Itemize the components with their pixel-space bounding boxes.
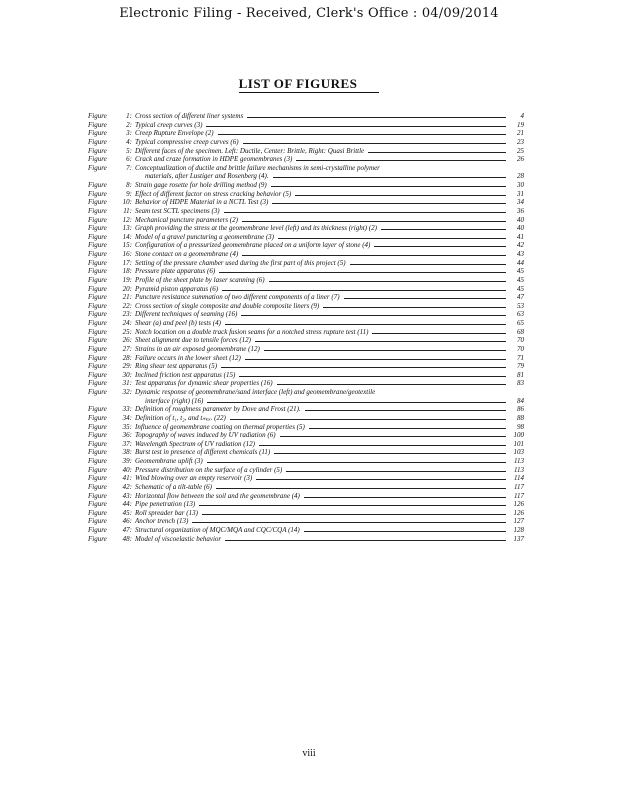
leader-line: [264, 345, 506, 351]
figure-number: 44:: [122, 500, 132, 509]
figure-caption: Shear (a) and peel (b) tests (4): [135, 319, 221, 327]
figure-page: 113: [514, 465, 524, 474]
figure-entry: [88, 216, 524, 225]
leader-line: [280, 431, 506, 437]
figure-page: 68: [517, 327, 524, 336]
leader-line: [304, 526, 506, 532]
figure-caption: Puncture resistance summation of two different components of a liner (7): [135, 293, 340, 302]
figure-entry: [88, 448, 524, 457]
leader-line: [296, 155, 506, 161]
figure-page: 36: [517, 206, 524, 215]
leader-line: [277, 379, 506, 385]
figure-number: 40:: [122, 465, 132, 474]
figure-number: 9:: [126, 189, 132, 198]
figure-number: 24:: [122, 319, 132, 327]
filing-header: Electronic Filing - Received, Clerk's Office : 04/09/2014: [119, 6, 499, 21]
figure-entry: [88, 138, 524, 147]
leader-line: [247, 112, 506, 118]
figure-page: 113: [514, 457, 524, 465]
figure-page: 44: [517, 258, 524, 267]
figure-page: 83: [517, 379, 524, 388]
figure-caption: Setting of the pressure chamber used during the first part of this project (5): [135, 258, 346, 267]
leader-line: [219, 267, 506, 273]
figure-entry: [88, 345, 524, 354]
figure-entry: [88, 285, 524, 294]
figure-caption: Graph providing the stress at the geomembrane level (left) and its thickness (right) (2): [135, 224, 377, 233]
figure-label: Figure: [88, 137, 107, 146]
figure-caption: Cross section of single composite and double composite liners (9): [135, 301, 320, 310]
leader-line: [305, 405, 506, 411]
figure-page: 30: [517, 181, 524, 189]
figure-label: Figure: [88, 241, 107, 250]
figure-entry: [88, 129, 524, 138]
leader-line: [295, 190, 506, 196]
figure-caption: Horizontal flow between the soil and the geomembrane (4): [135, 491, 300, 500]
page-title: [0, 76, 618, 92]
figure-page: 63: [517, 310, 524, 319]
figure-number: 37:: [122, 439, 132, 448]
leader-line: [274, 448, 506, 454]
leader-line: [199, 500, 506, 506]
figure-entry: [88, 483, 524, 492]
leader-line: [323, 302, 506, 308]
figure-page: 70: [517, 336, 524, 345]
figure-entry: [88, 181, 524, 190]
figure-page: 137: [513, 534, 524, 543]
figure-label: Figure: [88, 215, 107, 224]
figure-caption: Profile of the sheet plate by laser scanning (6): [135, 275, 265, 284]
figure-entry: [88, 259, 524, 268]
figure-page: 47: [517, 293, 524, 302]
figure-number: 42:: [122, 482, 132, 491]
figure-entry: [88, 388, 524, 405]
figure-number: 47:: [122, 526, 132, 534]
figure-number: 34:: [122, 413, 132, 422]
figure-caption: Influence of geomembrane coating on thermal properties (5): [135, 422, 305, 431]
figure-page: 86: [517, 405, 524, 414]
figure-number: 13:: [122, 224, 132, 233]
figure-label: Figure: [88, 327, 107, 336]
figure-caption: Anchor trench (13): [135, 517, 189, 526]
leader-line: [256, 474, 506, 480]
figure-label: Figure: [88, 344, 107, 353]
figure-label: Figure: [88, 120, 107, 129]
figure-entry: [88, 474, 524, 483]
figure-caption: Wavelength Spectrum of UV radiation (12): [135, 439, 255, 448]
leader-line: [286, 466, 506, 472]
figure-label: Figure: [88, 526, 107, 534]
figure-page: 34: [517, 198, 524, 207]
figure-entry: [88, 500, 524, 509]
figure-label: Figure: [88, 474, 107, 483]
page-number: viii: [302, 748, 316, 759]
figure-page: 88: [517, 413, 524, 422]
figure-caption: Cross section of different liner systems: [135, 112, 244, 120]
figure-caption: Wind blowing over an empty reservoir (3): [135, 474, 253, 483]
figure-label: Figure: [88, 336, 107, 345]
figure-caption: Pipe penetration (13): [135, 500, 196, 509]
leader-line: [230, 414, 506, 420]
leader-line: [372, 328, 506, 334]
figure-number: 7:: [126, 163, 132, 172]
figure-label: Figure: [88, 465, 107, 474]
figure-label: Figure: [88, 517, 107, 526]
figure-entry: [88, 241, 524, 250]
figure-caption: Stone contact on a geomembrane (4): [135, 250, 239, 258]
leader-line: [269, 276, 506, 282]
figure-number: 14:: [122, 232, 132, 241]
figure-entry: [88, 362, 524, 371]
leader-line: [242, 216, 506, 222]
figure-label: Figure: [88, 189, 107, 198]
figure-label: Figure: [88, 206, 107, 215]
figure-number: 3:: [126, 129, 132, 138]
figure-caption: Behavior of HDPE Material in a NCTL Test (3): [135, 198, 269, 207]
figure-caption-continued: interface (right) (16): [145, 396, 204, 405]
figure-entry: [88, 164, 524, 181]
figure-number: 20:: [122, 284, 132, 293]
figure-entry: [88, 492, 524, 501]
figure-caption: Configuration of a pressurized geomembrane placed on a uniform layer of stone (4): [135, 241, 371, 250]
figure-entry: [88, 354, 524, 363]
figure-caption: Pressure plate apparatus (6): [135, 267, 216, 276]
figure-entry: [88, 431, 524, 440]
figure-label: Figure: [88, 224, 107, 233]
figure-page: 45: [517, 284, 524, 293]
figure-entry: [88, 121, 524, 130]
figure-entry: [88, 509, 524, 518]
figure-label: Figure: [88, 457, 107, 465]
figure-list: [88, 112, 524, 543]
figure-page: 42: [517, 241, 524, 250]
leader-line: [239, 371, 506, 377]
figure-entry: [88, 440, 524, 449]
figure-page: 43: [517, 250, 524, 258]
figure-caption: Strain gage rosette for hole drilling method (9): [135, 181, 267, 189]
figure-entry: [88, 293, 524, 302]
figure-label: Figure: [88, 413, 107, 422]
leader-line: [344, 293, 506, 299]
figure-caption: Test apparatus for dynamic shear properties (16): [135, 379, 273, 388]
figure-number: 21:: [122, 293, 132, 302]
figure-number: 25:: [122, 327, 132, 336]
figure-number: 41:: [122, 474, 132, 483]
figure-label: Figure: [88, 250, 107, 258]
figure-label: Figure: [88, 534, 107, 543]
figure-entry: [88, 233, 524, 242]
figure-entry: [88, 276, 524, 285]
leader-line: [216, 483, 506, 489]
figure-label: Figure: [88, 491, 107, 500]
figure-entry: [88, 302, 524, 311]
figure-entry: [88, 526, 524, 535]
figure-number: 23:: [122, 310, 132, 319]
figure-number: 11:: [123, 206, 132, 215]
figure-label: Figure: [88, 112, 107, 120]
figure-caption: Definition of roughness parameter by Dove and Frost (21).: [135, 405, 301, 414]
figure-entry: [88, 379, 524, 388]
figure-page: 23: [517, 137, 524, 146]
figure-label: Figure: [88, 310, 107, 319]
figure-caption: Ring shear test apparatus (5): [135, 362, 218, 371]
figure-entry: [88, 112, 524, 121]
leader-line: [374, 241, 506, 247]
figure-caption: Dynamic response of geomembrane/sand interface (left) and geomembrane/geotextile: [135, 388, 376, 396]
figure-label: Figure: [88, 388, 107, 396]
figure-page: 128: [513, 526, 524, 534]
figure-caption: Model of a gravel puncturing a geomembrane (3): [135, 232, 274, 241]
leader-line: [381, 224, 506, 230]
figure-number: 27:: [122, 344, 132, 353]
figure-page: 79: [517, 362, 524, 371]
figure-label: Figure: [88, 155, 107, 164]
figure-entry: [88, 405, 524, 414]
figure-label: Figure: [88, 431, 107, 440]
figure-page: 101: [513, 439, 524, 448]
figure-entry: [88, 198, 524, 207]
figure-caption: Roll spreader bar (13): [135, 508, 198, 517]
figure-page: 81: [517, 370, 524, 379]
figure-caption: Pyramid piston apparatus (6): [135, 284, 219, 293]
figure-page: 28: [517, 172, 524, 181]
figure-number: 36:: [122, 431, 132, 440]
figure-number: 28:: [122, 353, 132, 362]
figure-entry: [88, 466, 524, 475]
figure-page: 53: [517, 301, 524, 310]
leader-line: [242, 250, 506, 256]
figure-entry: [88, 155, 524, 164]
figure-page: 25: [517, 146, 524, 155]
figure-caption: Different faces of the specimen. Left: Ductile, Center: Brittle, Right: Quasi Brittle: [135, 146, 365, 155]
figure-caption: Crack and craze formation in HDPE geomembranes (3): [135, 155, 293, 164]
figure-entry: [88, 190, 524, 199]
figure-number: 30:: [122, 370, 132, 379]
figure-number: 29:: [122, 362, 132, 371]
figure-caption: Typical compressive creep curves (6): [135, 137, 239, 146]
leader-line: [221, 362, 506, 368]
figure-label: Figure: [88, 405, 107, 414]
figure-caption: Creep Rupture Envelope (2): [135, 129, 214, 138]
figure-page: 21: [517, 129, 524, 138]
figure-caption: Conceptualization of ductile and brittle failure mechanisms in semi-crystalline polymer: [135, 163, 380, 172]
figure-number: 46:: [122, 517, 132, 526]
leader-line: [245, 354, 506, 360]
figure-caption: Model of viscoelastic behavior: [135, 534, 222, 543]
figure-caption: Failure occurs in the lower sheet (12): [135, 353, 241, 362]
figure-label: Figure: [88, 293, 107, 302]
figure-number: 12:: [122, 215, 132, 224]
leader-line: [192, 517, 506, 523]
figure-page: 126: [513, 508, 524, 517]
figure-number: 1:: [126, 112, 132, 120]
figure-caption: Typical creep curves (3): [135, 120, 203, 129]
figure-label: Figure: [88, 379, 107, 388]
figure-caption: Pressure distribution on the surface of a cylinder (5): [135, 465, 283, 474]
figure-page: 126: [513, 500, 524, 509]
figure-caption: Seam test SCTL specimens (3): [135, 206, 220, 215]
leader-line: [368, 147, 506, 153]
figure-number: 4:: [126, 137, 132, 146]
figure-caption: Burst test in presence of different chemicals (11): [135, 448, 271, 457]
leader-line: [273, 172, 506, 178]
leader-line: [225, 535, 506, 541]
figure-number: 22:: [122, 301, 132, 310]
figure-entry: [88, 310, 524, 319]
figure-caption: Inclined friction test apparatus (15): [135, 370, 236, 379]
figure-page: 84: [517, 396, 524, 405]
figure-page: 103: [513, 448, 524, 457]
figure-entry: [88, 535, 524, 544]
figure-entry: [88, 267, 524, 276]
figure-number: 5:: [126, 146, 132, 155]
figure-number: 48:: [122, 534, 132, 543]
figure-caption: Mechanical puncture parameters (2): [135, 215, 238, 224]
figure-label: Figure: [88, 508, 107, 517]
figure-number: 10:: [122, 198, 132, 207]
leader-line: [259, 440, 506, 446]
figure-label: Figure: [88, 500, 107, 509]
figure-entry: [88, 336, 524, 345]
leader-line: [309, 423, 506, 429]
figure-label: Figure: [88, 370, 107, 379]
figure-page: 65: [517, 319, 524, 327]
leader-line: [350, 259, 506, 265]
figure-number: 6:: [126, 155, 132, 164]
figure-caption: Schematic of a tilt-table (6): [135, 482, 212, 491]
leader-line: [255, 336, 506, 342]
figure-entry: [88, 224, 524, 233]
figure-caption: Strains in an air exposed geomembrane (12): [135, 344, 260, 353]
figure-caption: Different techniques of seaming (16): [135, 310, 238, 319]
figure-page: 98: [517, 422, 524, 431]
figure-number: 39:: [122, 457, 132, 465]
figure-label: Figure: [88, 267, 107, 276]
figure-label: Figure: [88, 275, 107, 284]
figure-label: Figure: [88, 448, 107, 457]
figure-label: Figure: [88, 439, 107, 448]
figure-page: 70: [517, 344, 524, 353]
figure-entry: [88, 328, 524, 337]
figure-page: 100: [513, 431, 524, 440]
figure-number: 35:: [122, 422, 132, 431]
figure-label: Figure: [88, 163, 107, 172]
figure-entry: [88, 371, 524, 380]
figure-page: 41: [517, 232, 524, 241]
figure-caption: Topography of waves induced by UV radiation (6): [135, 431, 276, 440]
figure-label: Figure: [88, 181, 107, 189]
figure-label: Figure: [88, 258, 107, 267]
figure-number: 38:: [122, 448, 132, 457]
figure-entry: [88, 207, 524, 216]
figure-page: 127: [513, 517, 524, 526]
figure-entry: [88, 250, 524, 259]
figure-page: 26: [517, 155, 524, 164]
figure-caption: Structural organization of MQC/MQA and CQC/CQA (14): [135, 526, 300, 534]
figure-page: 117: [514, 482, 524, 491]
leader-line: [218, 129, 506, 135]
leader-line: [241, 310, 506, 316]
figure-number: 43:: [122, 491, 132, 500]
figure-label: Figure: [88, 232, 107, 241]
figure-page: 4: [520, 112, 524, 120]
leader-line: [272, 198, 506, 204]
figure-number: 2:: [126, 120, 132, 129]
figure-entry: [88, 423, 524, 432]
figure-number: 18:: [122, 267, 132, 276]
figure-page: 117: [514, 491, 524, 500]
figure-entry: [88, 319, 524, 328]
figure-number: 32:: [122, 388, 132, 396]
figure-caption: Sheet alignment due to tensile forces (12): [135, 336, 251, 345]
page-title-text: LIST OF FIGURES: [239, 76, 380, 93]
figure-number: 31:: [122, 379, 132, 388]
figure-number: 8:: [126, 181, 132, 189]
figure-label: Figure: [88, 146, 107, 155]
figure-label: Figure: [88, 482, 107, 491]
leader-line: [243, 138, 506, 144]
figure-label: Figure: [88, 353, 107, 362]
leader-line: [207, 457, 506, 463]
figure-label: Figure: [88, 362, 107, 371]
figure-caption: Notch location on a double track fusion seams for a notched stress rupture test (11): [135, 327, 369, 336]
figure-label: Figure: [88, 129, 107, 138]
figure-page: 40: [517, 215, 524, 224]
figure-page: 40: [517, 224, 524, 233]
figure-number: 33:: [122, 405, 132, 414]
leader-line: [207, 397, 506, 403]
figure-page: 71: [517, 353, 524, 362]
figure-entry: [88, 517, 524, 526]
figure-page: 19: [517, 120, 524, 129]
figure-number: 16:: [122, 250, 132, 258]
figure-caption: Geomembrane uplift (3): [135, 457, 203, 465]
figure-label: Figure: [88, 422, 107, 431]
figure-label: Figure: [88, 319, 107, 327]
leader-line: [225, 319, 506, 325]
figure-number: 15:: [122, 241, 132, 250]
figure-number: 17:: [122, 258, 132, 267]
figure-number: 19:: [122, 275, 132, 284]
figure-caption-continued: materials, after Lustiger and Rosenberg (4).: [145, 172, 269, 181]
leader-line: [202, 509, 506, 515]
leader-line: [206, 121, 506, 127]
figure-entry: [88, 457, 524, 466]
leader-line: [224, 207, 506, 213]
figure-entry: [88, 147, 524, 156]
leader-line: [271, 181, 506, 187]
figure-number: 45:: [122, 508, 132, 517]
figure-caption: Definition of t₁, t₂, and tₘₐₓ. (22): [135, 413, 226, 422]
figure-label: Figure: [88, 284, 107, 293]
figure-page: 45: [517, 267, 524, 276]
leader-line: [278, 233, 506, 239]
figure-page: 45: [517, 275, 524, 284]
figure-entry: [88, 414, 524, 423]
figure-number: 26:: [122, 336, 132, 345]
figure-caption: Effect of different factor on stress cracking behavior (5): [135, 189, 292, 198]
figure-label: Figure: [88, 301, 107, 310]
leader-line: [222, 285, 506, 291]
figure-label: Figure: [88, 198, 107, 207]
leader-line: [304, 492, 506, 498]
figure-page: 114: [514, 474, 524, 483]
figure-page: 31: [517, 189, 524, 198]
